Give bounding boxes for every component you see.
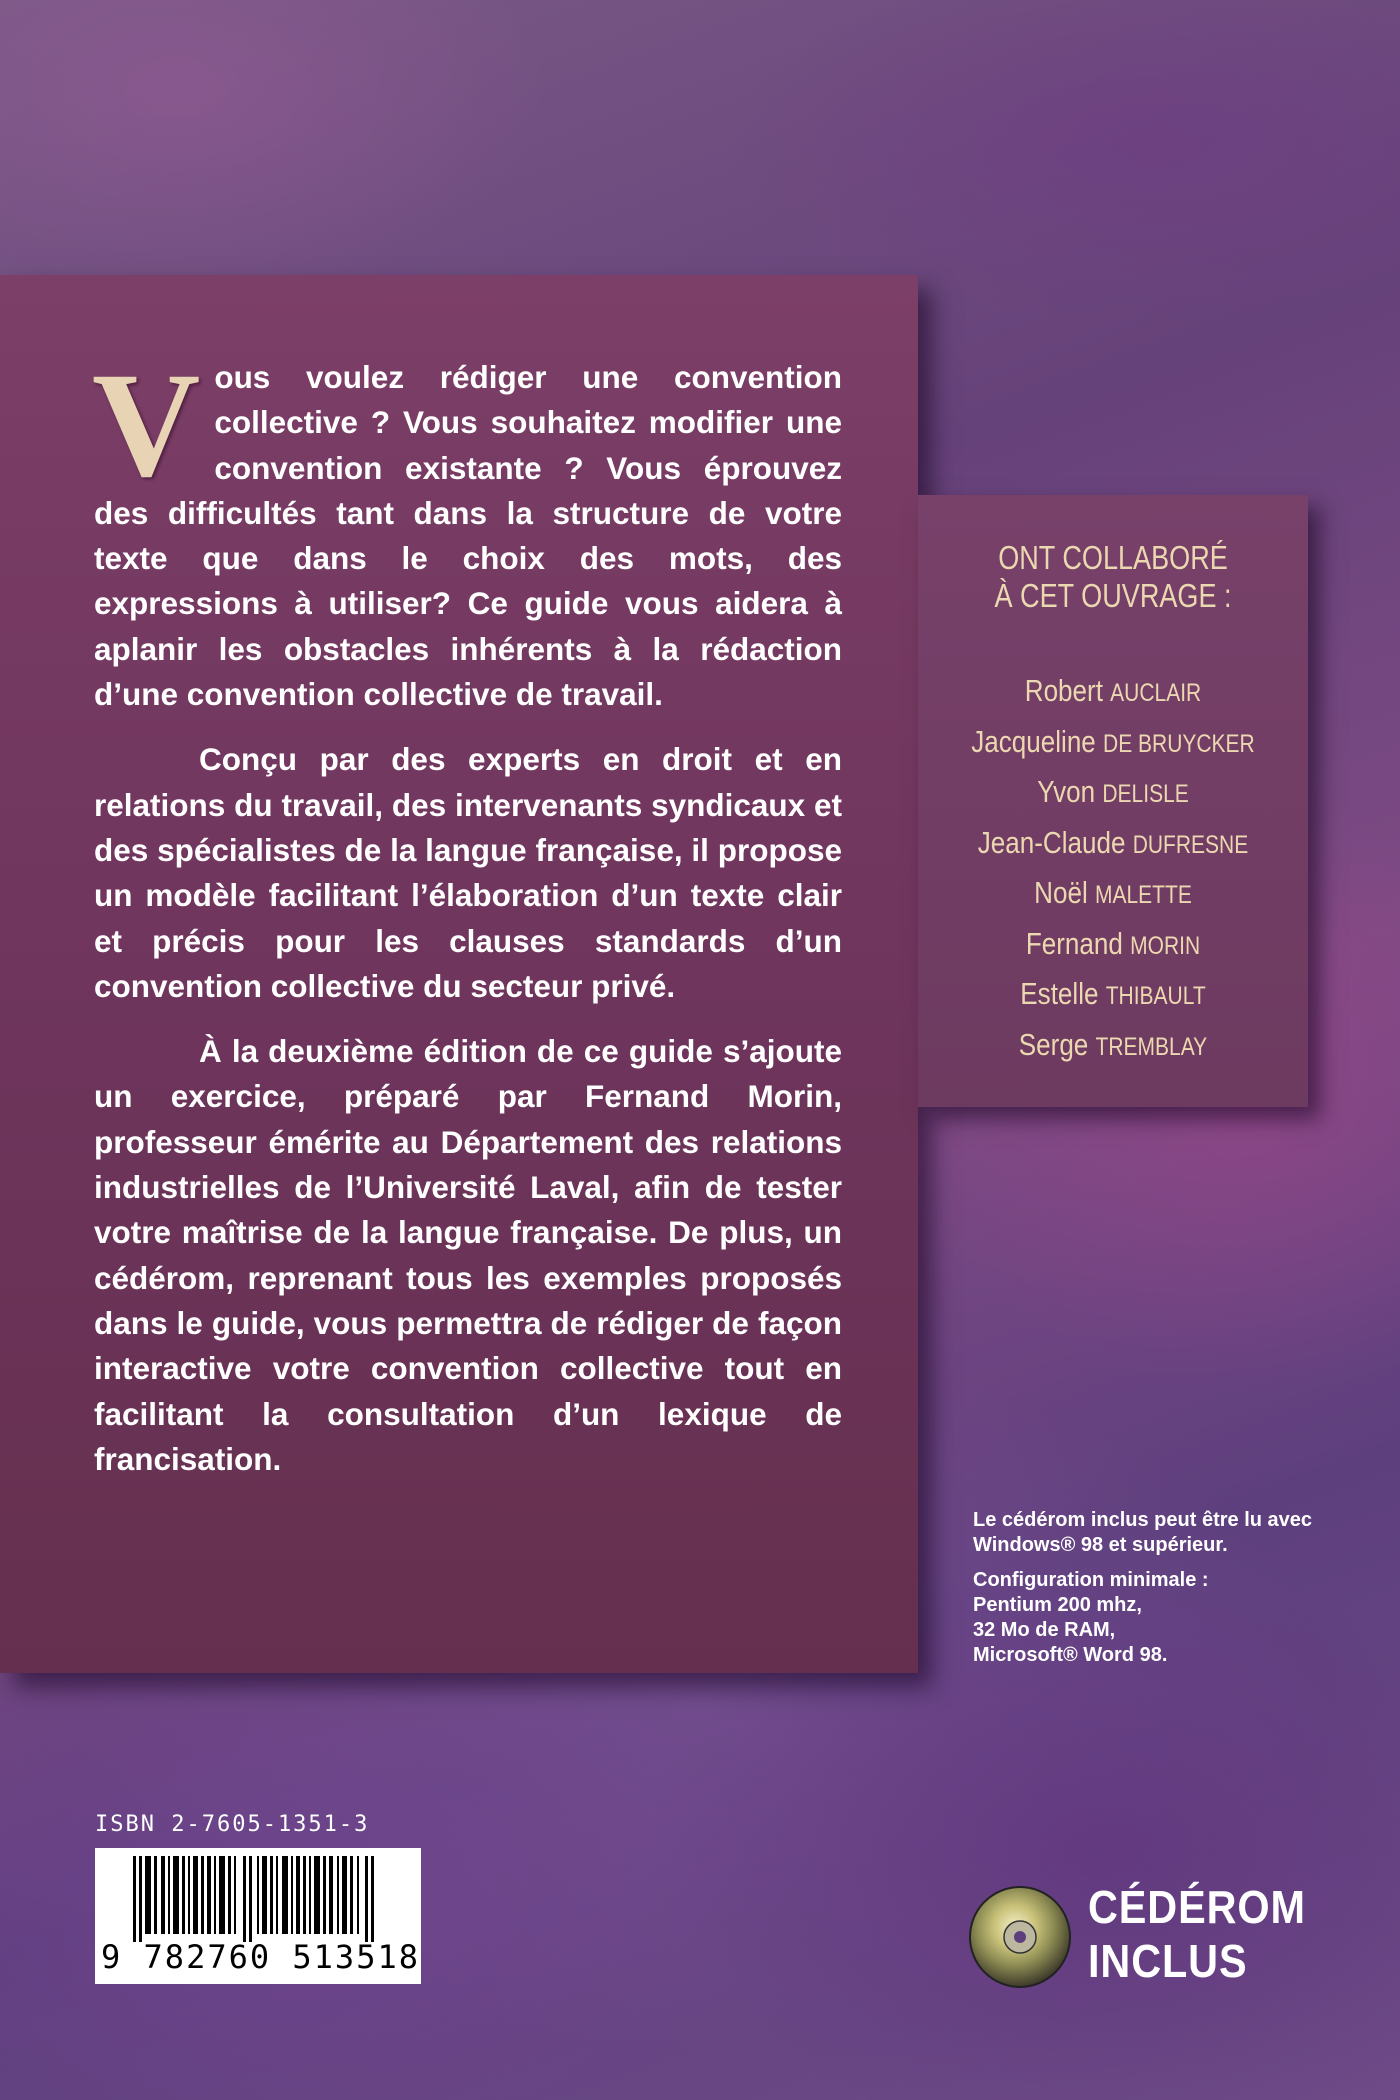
collaborator: Fernand MORIN: [1025, 925, 1201, 961]
collaborators-list: [918, 667, 1308, 1071]
collaborators-panel: [918, 495, 1308, 1107]
collaborator: Estelle THIBAULT: [1020, 976, 1206, 1011]
cd-label-line-2: INCLUS: [1088, 1935, 1248, 1987]
barcode-bars: [133, 1856, 383, 1942]
collaborators-title-line-1: ONT COLLABORÉ: [998, 539, 1228, 576]
system-requirements: [973, 1508, 1373, 1668]
paragraph-1: [92, 342, 842, 717]
paragraph-1-text: ous voulez rédiger une convention collective ? Vous souhaitez modifier une convention existante ? Vous éprouvez des difficultés tant dans la structure de votre texte que dans le choix des mots, des expressions à utiliser? Ce guide vous aidera à aplanir les obstacles inhérents à la rédaction d’une convention collective de travail.: [94, 359, 842, 713]
requirements-ram: 32 Mo de RAM,: [973, 1619, 1116, 1641]
collaborator: Robert AUCLAIR: [1024, 673, 1202, 708]
drop-cap: V: [92, 342, 201, 508]
barcode-digits: 9 782760 513518: [101, 1938, 420, 1976]
description-panel: [0, 275, 918, 1673]
barcode: [95, 1848, 421, 1984]
paragraph-2: Conçu par des experts en droit et en relations du travail, des intervenants syndicaux et des spécialistes de la langue française, il propose un modèle facilitant l’élaboration d’un texte clair et précis pour les clauses standards d’un convention collective du secteur privé.: [94, 741, 842, 1004]
requirements-compatibility: Le cédérom inclus peut être lu avec Windows® 98 et supérieur.: [973, 1509, 1313, 1556]
requirements-software: Microsoft® Word 98.: [973, 1644, 1168, 1666]
collaborator: Yvon DELISLE: [1037, 774, 1189, 809]
collaborator: Jean-Claude DUFRESNE: [977, 824, 1249, 860]
description-text: [92, 342, 842, 1502]
paragraph-3: À la deuxième édition de ce guide s’ajoute un exercice, préparé par Fernand Morin, professeur émérite au Département des relations industrielles de l’Université Laval, afin de tester votre maîtrise de la langue française. De plus, un cédérom, reprenant tous les exemples proposés dans le guide, vous permettra de rédiger de façon interactive votre convention collective tout en facilitant la consultation d’un lexique de francisation.: [94, 1033, 842, 1477]
isbn-label: ISBN 2-7605-1351-3: [95, 1812, 370, 1837]
cd-included-badge: [1088, 1880, 1306, 1988]
cd-disc-icon: [968, 1885, 1072, 1989]
requirements-heading: Configuration minimale :: [973, 1569, 1209, 1591]
collaborator: Jacqueline DE BRUYCKER: [971, 723, 1255, 759]
collaborator: Noël MALETTE: [1034, 875, 1192, 910]
requirements-cpu: Pentium 200 mhz,: [973, 1594, 1142, 1616]
cd-label-line-1: CÉDÉROM: [1088, 1881, 1306, 1933]
collaborators-title: [953, 539, 1273, 615]
collaborators-title-line-2: À CET OUVRAGE :: [994, 577, 1232, 614]
collaborator: Serge TREMBLAY: [1018, 1026, 1208, 1062]
